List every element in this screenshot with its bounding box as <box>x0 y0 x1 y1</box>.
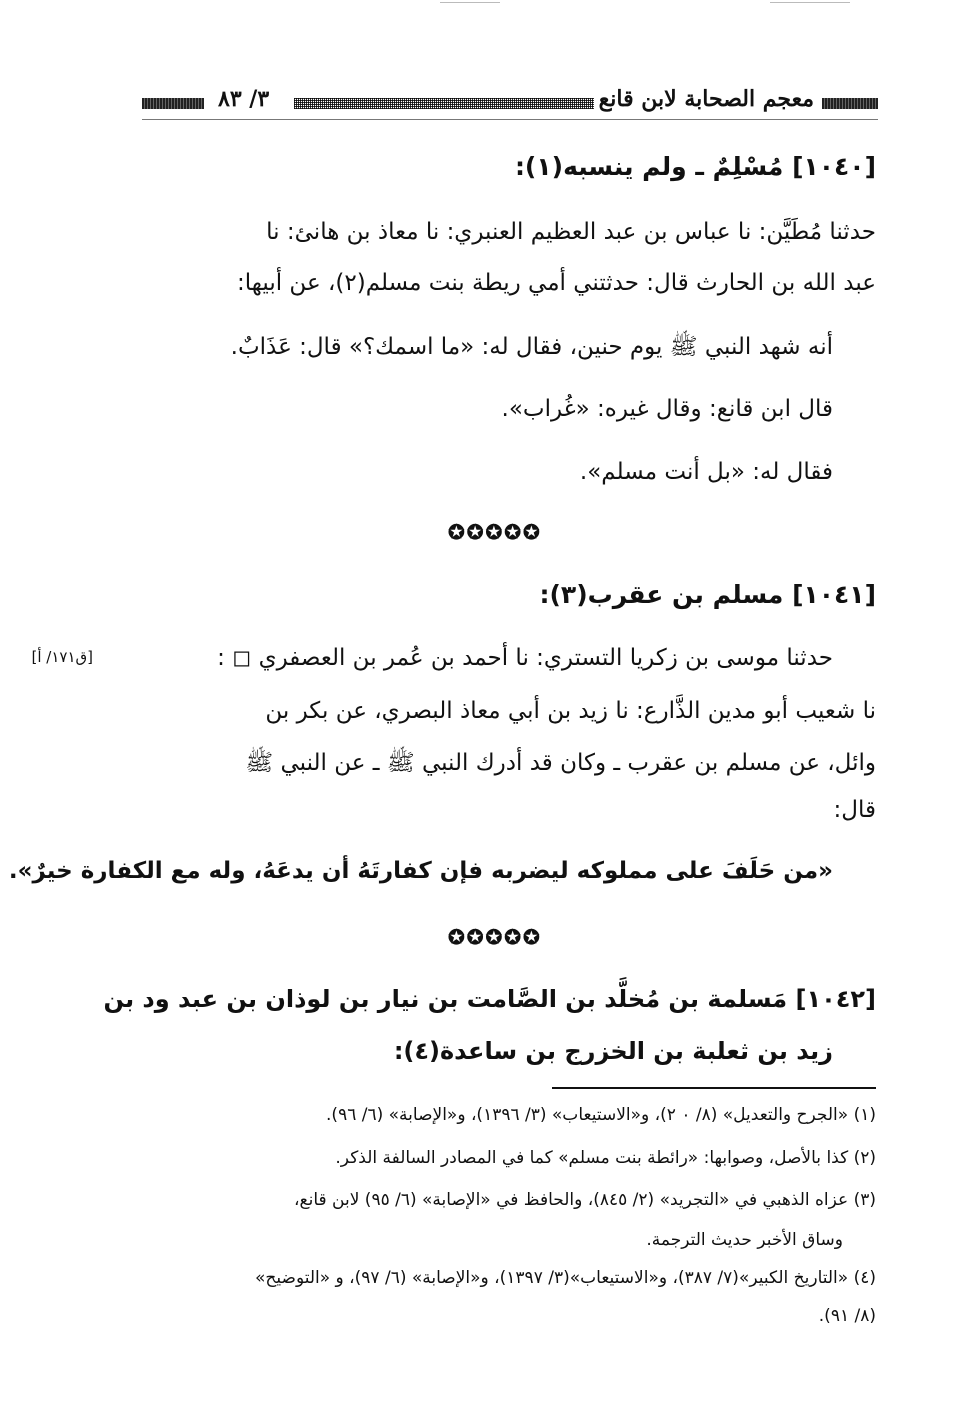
manuscript-folio-marker: [ق١٧١/ أ] <box>31 648 93 666</box>
header-book-title: معجم الصحابة لابن قانع <box>598 86 814 112</box>
body-line: أنه شهد النبي ﷺ يوم حنين، فقال له: «ما اسمك؟» قال: عَذَابٌ. <box>230 334 833 360</box>
entry-title: [١٠٤١] مسلم بن عقرب(٣): <box>539 580 876 609</box>
header-ornament-bar-left <box>142 98 204 109</box>
section-separator: ✪✪✪✪✪ <box>448 925 542 949</box>
entry-title: [١٠٤٠] مُسْلِمٌ ـ ولم ينسبه(١): <box>514 152 876 181</box>
entry-title-continued: زيد بن ثعلبة بن الخزرج بن ساعدة(٤): <box>393 1037 833 1065</box>
body-line: حدثنا موسى بن زكريا التستري: نا أحمد بن عُمر بن العصفري ◻ : <box>217 645 833 671</box>
page-header <box>142 86 878 120</box>
footnote: (٢) كذا بالأصل، وصوابها: «رائطة بنت مسلم» كما في المصادر السالفة الذكر. <box>335 1148 876 1168</box>
entry-title: [١٠٤٢] مَسلمة بن مُخلَّد بن الصَّامت بن نيار بن لوذان بن عبد ود بن <box>103 985 876 1013</box>
body-line: نا شعيب أبو مدين الذَّارع: نا زيد بن أبي معاذ البصري، عن بكر بن <box>265 698 876 724</box>
header-ornament-bar-right <box>822 98 878 109</box>
footnote: (٤) «التاريخ الكبير»(٧/ ٣٨٧)، و«الاستيعاب»(٣/ ١٣٩٧)، و«الإصابة» (٦/ ٩٧)، و «التوضيح» <box>255 1268 876 1288</box>
header-page-ref: ٣/ ٨٣ <box>218 86 270 112</box>
header-ornament-bar-middle <box>294 98 594 109</box>
body-line: حدثنا مُطَيَّن: نا عباس بن عبد العظيم العنبري: نا معاذ بن هانئ: نا <box>266 219 876 245</box>
footnote-continued: (٨/ ٩١). <box>818 1306 876 1326</box>
footnote-rule <box>552 1087 876 1089</box>
body-line: قال ابن قانع: وقال غيره: «غُراب». <box>501 396 833 422</box>
section-separator: ✪✪✪✪✪ <box>448 520 542 544</box>
footnote-continued: وساق الأخبر حديث الترجمة. <box>646 1230 843 1250</box>
body-line: وائل، عن مسلم بن عقرب ـ وكان قد أدرك النبي ﷺ ـ عن النبي ﷺ <box>245 750 876 776</box>
hadith-quote: «من حَلَفَ على مملوكه ليضربه فإن كفارتَهُ أن يدعَهُ، وله مع الكفارة خيرٌ». <box>8 858 833 884</box>
body-line: فقال له: «بل أنت مسلم». <box>579 459 833 485</box>
footnote: (١) «الجرح والتعديل» (٨/ ٠ ٢)، و«الاستيعاب» (٣/ ١٣٩٦)، و«الإصابة» (٦/ ٩٦). <box>326 1105 876 1125</box>
scan-top-marks <box>0 0 973 6</box>
footnote: (٣) عزاه الذهبي في «التجريد» (٢/ ٨٤٥)، والحافظ في «الإصابة» (٦/ ٩٥) لابن قانع، <box>294 1190 876 1210</box>
body-line: عبد الله بن الحارث قال: حدثتني أمي ريطة بنت مسلم(٢)، عن أبيها: <box>237 270 876 296</box>
header-rule <box>142 119 878 120</box>
body-line: قال: <box>833 797 876 823</box>
